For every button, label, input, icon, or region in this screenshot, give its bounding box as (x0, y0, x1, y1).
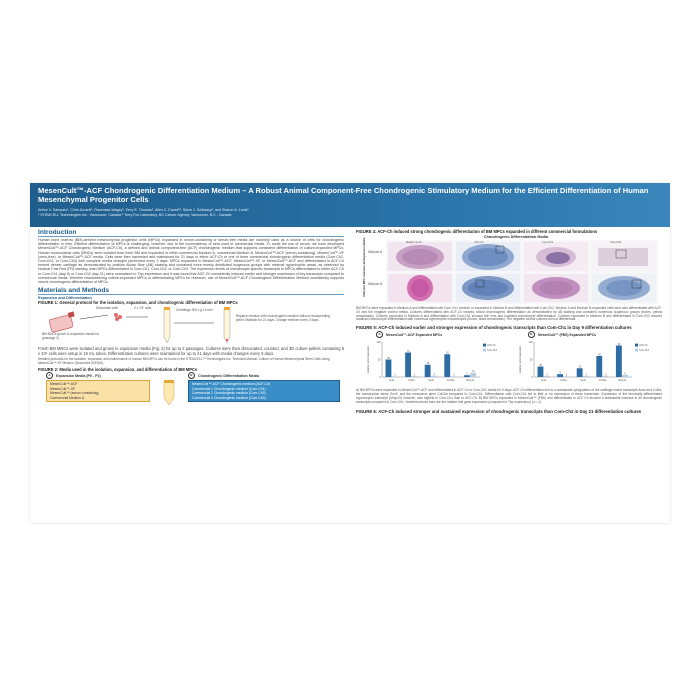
fig4-micrographs (386, 240, 658, 304)
fig1-label-replace: Replace medium with chondrogenic medium without resuspending pellet. Maintain for 21 days. Change medium every 3 days. (236, 314, 330, 323)
bar-value-label: 35 (426, 362, 430, 366)
legend-swatch (483, 349, 486, 352)
fig5-panel-a-title: MesenCult™-ACF Expanded MPCs (386, 332, 443, 337)
methods-note: Detailed protocols for the isolation, expansion and maintenance of human BM MPCs can be found in the STEMCELL™ Technologies Inc. Technical Manual: Culture of Human Mesenchymal Stem Cells Using MesenCult™-XF Medium (Document #29184). (38, 356, 330, 365)
fig4-text: BM MPCs were expanded in Medium A and differentiated with Com-Ch1 medium or expanded in Medium B and differentiated with Com-Ch2. Medium A and Medium B-expanded cells were also differentiated with ACF-Ch and the negative control media. Cultures differentiated with ACF-Ch showed robust chondrogenic differentiation as demonstrated by AB staining and contained numerous isogenous groups (boxes, yellow arrowheads). Cultures expanded in Medium A and differentiated with Com-Ch1 showed thin rims and localized chondrocyte differentiation. Cultures expanded in Medium B and differentiated in Com-Ch2 showed localized chondrocyte differentiation with numerous hypertrophic chondrocytes (boxes, black arrowheads). The negative control cultures did not differentiate. (356, 306, 662, 322)
fig4-header: Chondrogenic Differentiation Media (483, 235, 549, 239)
bar-value-label: 90 (617, 343, 621, 347)
bar (405, 353, 411, 378)
fig4-axis-label: Different MPC Commercial Expansion Media (362, 237, 366, 297)
fig2-panel-b-title: Chondrogenic Differentiation Media (198, 373, 259, 378)
culture-flask-icon (49, 312, 75, 333)
author-list: Arthur V. Sampaio¹, Chris Duranti¹, Ravenska Wagey¹, Terry E. Thomas¹, Allen C. Eaves¹², Steve J. Szilvassy¹, and Sharon A. Louis¹ (38, 208, 249, 212)
bar (577, 369, 583, 378)
poster-authors (38, 208, 249, 217)
fig1-diagram (38, 305, 344, 347)
legend-label: ACF-Ch (639, 344, 648, 348)
bar (616, 346, 622, 378)
bar-value-label: 65 (446, 352, 449, 356)
bar-value-label: 5 (466, 373, 468, 377)
bar (470, 370, 476, 377)
bar-value-label: 2 (394, 374, 396, 378)
bar-value-label: 3 (413, 373, 416, 377)
conical-tube-icon (154, 380, 184, 406)
legend-label: Com-Ch1 (639, 349, 650, 353)
bar-value-label: 12 (472, 370, 475, 374)
fig2-panel-b-list (188, 380, 340, 402)
bar (425, 362, 431, 377)
x-tick-label: Col2a (560, 379, 567, 383)
x-tick-label: Col2a (408, 379, 415, 383)
bar-value-label: 4 (433, 373, 435, 377)
right-column (356, 229, 662, 414)
y-tick-label: 50 (377, 358, 381, 362)
legend-label: Com-Ch1 (487, 349, 498, 353)
y-tick-label: 100 (528, 341, 533, 345)
legend-label: ACF-Ch (487, 344, 496, 348)
tube-icon (164, 307, 170, 343)
fig5-figure (356, 331, 662, 387)
fig2-diagram (38, 372, 344, 412)
fig5-panel-a-header (376, 331, 442, 338)
y-tick-label: 50 (529, 358, 533, 362)
micrograph-image (592, 242, 656, 271)
bar-value-label: 3 (546, 373, 548, 377)
bar (557, 375, 563, 378)
fig2-panel-b (188, 372, 340, 410)
fig5-chart-b (518, 339, 658, 385)
x-tick-label: Mmp13 (618, 379, 627, 383)
poster-title: MesenCult™-ACF Chondrogenic Differentiation Medium – A Robust Animal Component-Free Chondrogenic Stimulatory Medium for the Efficient Differentiation of Human Mesenchymal Progenitor Cells (38, 186, 649, 204)
methods-heading: Materials and Methods (38, 287, 344, 295)
fig2-b-item: MesenCult™-ACF Chondrogenic medium (ACF-Ch) (192, 382, 271, 387)
fig2-panel-a-badge: A (46, 372, 53, 379)
legend-swatch (635, 349, 638, 352)
micrograph-image (388, 274, 452, 302)
fig6-caption: FIGURE 6: ACF-Ch induced stronger and sustained expression of chondrogenic transcripts than Com-Ch2 in Day 21 differentiation cultures (356, 408, 642, 414)
y-tick-label: 100 (376, 341, 381, 345)
bar-value-label: 60 (598, 353, 601, 357)
fig2-a-item: Commercial Medium A (50, 395, 85, 400)
y-tick-label: 0 (531, 376, 533, 380)
fig5-text: A) BM MPCs were expanded in MesenCult™-ACF and differentiated in ACF-Ch or Com-Ch1 media for 9 days. ACF-Ch differentiation led to a substantial upregulation of the cartilage matrix transcripts Acan and Col2a, the transcription factor Sox9, and the mesoderm gene Col10a compared to Com-Ch1. Differentiation with Com-Ch1 led to little or no expression of these transcripts. Expression of the terminally differentiated hypertrophic transcript (Mmp13) however, was highest in Com-Ch1 than in ACF-Ch. B) BM MPCs expanded in MesenCult™ (FBS) and differentiated in ACF-Ch showed a substantial increase in all chondrogenic transcripts compared to Com-Ch1. Numbers above bars are the relative fold gene expression (compared to Tbp expression) (n = 1). (356, 388, 662, 404)
fig5-chart-a (366, 339, 506, 385)
poster-banner (30, 183, 670, 227)
x-tick-label: Sox9 (580, 379, 586, 383)
fig1-label-cells: 2 x 10⁵ cells (134, 306, 152, 311)
micrograph-image (524, 242, 588, 271)
legend-swatch (483, 344, 486, 347)
x-tick-label: Sox9 (428, 379, 434, 383)
bar-value-label: 70 (406, 350, 410, 354)
cells-icon (114, 313, 122, 321)
micrograph-image (524, 274, 588, 302)
micrograph-image (456, 274, 520, 302)
fig4-caption: FIGURE 4: ACF-Ch induced strong chondrogenic differentiation of BM MPCs expanded in different commercial formulations (356, 229, 598, 234)
affiliation-list: ¹ STEMCELL Technologies Inc., Vancouver, Canada ² Terry Fox Laboratory, BC Cancer Agency, Vancouver, B.C., Canada (38, 212, 232, 217)
fig1-label-centrifuge: Centrifuge 300 x g 10 min (176, 308, 213, 313)
bar (386, 360, 392, 378)
fig2-a-item: MesenCult™-ACF (50, 382, 78, 387)
bar (444, 355, 450, 378)
poster (30, 183, 670, 523)
fig2-a-item: MesenCult™-XF (50, 386, 76, 391)
pellet-tube-icon (224, 307, 230, 343)
bar (538, 367, 544, 378)
bar-value-label: 2 (453, 374, 455, 378)
y-axis-label: Relative Gene Expression (367, 346, 370, 374)
bar-value-label: 30 (539, 364, 542, 368)
fig2-panel-a-list (46, 380, 150, 402)
fig1-label-dissociate: Dissociate cells (96, 306, 118, 311)
fig2-panel-a-title: Expansion Media (P0 - P2) (56, 373, 101, 378)
fig4-figure (356, 235, 662, 305)
arrow-1-icon (80, 315, 108, 319)
bar-value-label: 8 (559, 371, 561, 375)
bar-value-label: 2 (565, 374, 568, 378)
micrograph-image (456, 242, 520, 271)
fig5-panel-b-title: MesenCult™ (FBS) Expanded MPCs (538, 332, 597, 337)
methods-text: Fresh BM MNCs were isolated and grown in expansion media (Fig. 2) for up to 2 passages. Cultures were then dissociated, counted, and 3D culture pellets containing 5 x 10⁵ cells were setup in 15 mL tubes. Differentiation cultures were maintained for up to 21 days with media changes every 3 days. (38, 346, 344, 357)
fig4-col-label: ACF-Ch (474, 241, 484, 244)
x-tick-label: Col10a (598, 379, 607, 383)
x-tick-label: Mmp13 (466, 379, 475, 383)
fig5-panel-a-badge: A (376, 331, 383, 338)
fig2-b-item: Commercial 1 Chondrogenic medium (Com-Ch1) (192, 386, 266, 391)
y-axis-label: Relative Gene Expression (519, 346, 522, 374)
fig4-row-label: Medium B (368, 282, 383, 286)
y-tick-label: 0 (379, 376, 381, 380)
bar-value-label: 4 (605, 373, 607, 377)
fig5-panel-b-header (528, 331, 596, 338)
intro-text: Human bone marrow (BM)-derived mesenchymal progenitor cells (MPCs) expanded in serum-containing or serum-free media are routinely used as a source of cells for chondrogenic differentiation in vitro. Efficient differentiation of MPCs is challenging, however, due to the inconsistency of sera used in commercial media. To avoid the use of serum, we have developed MesenCult™-ACF Chondrogenic Medium (ACF-Ch), a defined and animal component-free (ACF) chondrogenic medium that supports consistent differentiation of culture-expanded MPCs. Human mononuclear cells (MNCs) were isolated from fresh BM and expanded in either commercial Medium A, commercial Medium B, MesenCult™-ACF (serum-containing), MesenCult™-XF (xeno-free), or MesenCult™-ACF media. Cells were then harvested and maintained for 21 days in either ACF-Ch or one of three commercial chondrogenic differentiation media (Com-Ch1, Com-Ch2, or Com-Ch3) with complete media changes performed every 3 days. MPCs expanded in MesenCult™-ACF, MesenCult™-XF, or MesenCult™-ACF and differentiated in ACF-Ch formed denser cartilage as demonstrated by positive Alcian Blue (AB) staining and contained more evenly distributed isogenous groups with minimal hypertrophic areas, as observed by Nuclear Fast Red (FR) staining, than MPCs differentiated in Com-Ch1, Com-Ch2, or Com-Ch3. The expression levels of chondrocyte-specific transcripts in MPCs differentiated in either ACF-Ch or Com-Ch1 (day 9) or Com-Ch2 (day 21) were normalized to Tbp expression and it was found that ACF-Ch consistently induced earlier and stronger expression of key transcripts compared to commercial media. Whether characterizing culture-expanded MPCs or differentiating MPCs for research, use of MesenCult™-ACF Chondrogenic Differentiation Medium consistently supports robust chondrogenic differentiation of MPCs. (38, 238, 344, 285)
intro-heading: Introduction (38, 229, 344, 237)
fig2-panel-b-badge: B (188, 372, 195, 379)
bar-value-label: 3 (585, 373, 587, 377)
fig5-caption: FIGURE 5: ACF-Ch induced earlier and stronger expression of chondrogenic transcripts than Com-Ch1 in Day 9 differentiation cultures (356, 325, 632, 331)
fig1-caption: FIGURE 1: General protocol for the isolation, expansion, and chondrogenic differentiation of BM MPCs (38, 300, 238, 306)
legend-swatch (635, 344, 638, 347)
micrograph-image (388, 242, 452, 271)
methods-subheading: Expansion and Differentiation (38, 296, 92, 301)
bar (596, 353, 602, 377)
bar-value-label: 50 (387, 357, 390, 361)
micrograph-image (592, 274, 656, 302)
bar-value-label: 6 (624, 372, 627, 376)
x-tick-label: Acan (541, 379, 547, 383)
fig2-caption: FIGURE 2: Media used in the isolation, expansion, and differentiation of BM MPCs (38, 367, 198, 373)
bar-value-label: 25 (578, 366, 582, 370)
x-tick-label: Col10a (446, 379, 455, 383)
fig4-col-label: Com-Ch1 (542, 241, 554, 244)
fig1-label-expansion: BM MNCs grown in expansion media for (passage 2) (42, 332, 100, 341)
fig2-b-item: Commercial 2 Chondrogenic medium (Com-Ch2) (192, 391, 266, 396)
left-column (38, 229, 344, 412)
fig4-col-label: Medium A-Ch (406, 241, 422, 244)
fig5-panel-b-badge: B (528, 331, 535, 338)
fig2-b-item: Commercial 3 Chondrogenic medium (Com-Ch3) (192, 395, 266, 400)
fig2-panel-a (46, 372, 150, 410)
x-tick-label: Acan (389, 379, 395, 383)
fig2-a-item: MesenCult™ (serum containing) (50, 391, 99, 396)
fig4-col-label: Com-Ch2 (610, 241, 622, 244)
fig4-row-label: Medium A (368, 250, 383, 254)
